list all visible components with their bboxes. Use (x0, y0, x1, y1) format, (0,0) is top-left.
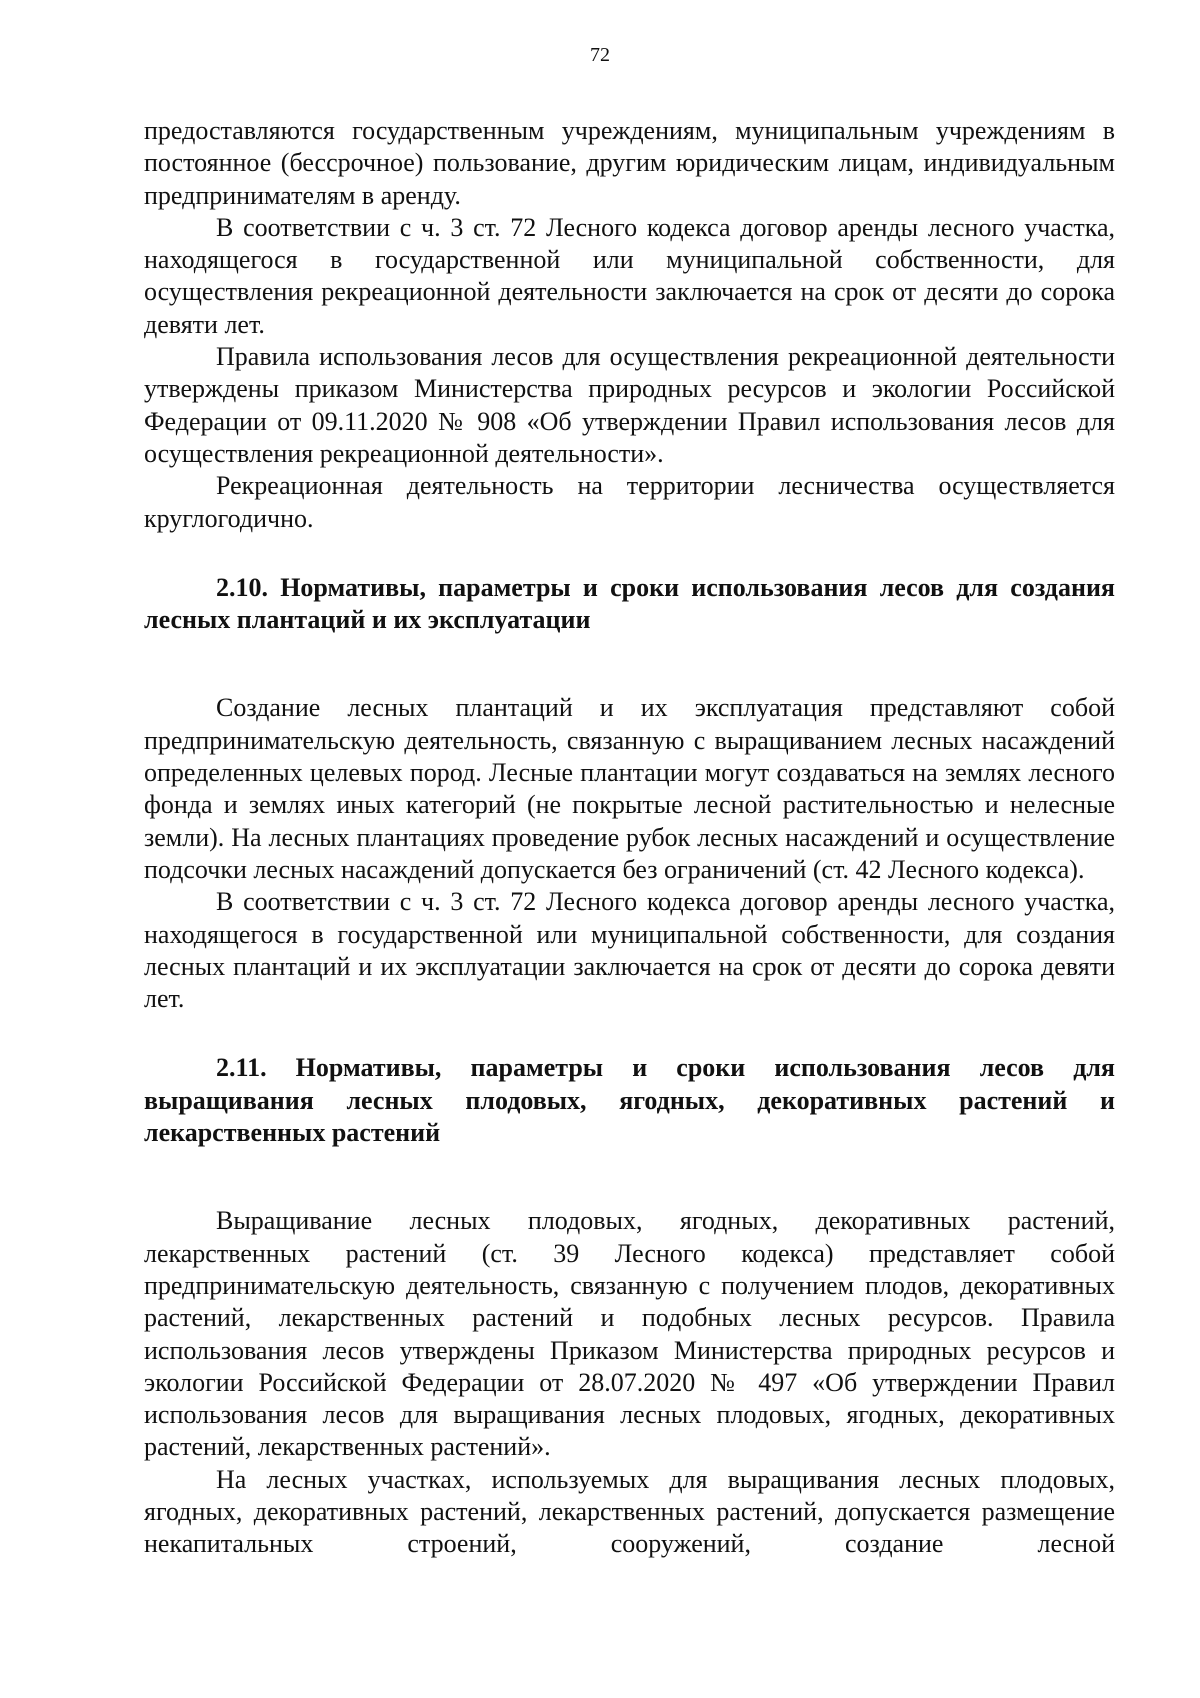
paragraph: Правила использования лесов для осуществления рекреационной деятельности утверждены приказом Министерства природных ресурсов и экологии Российской Федерации от 09.11.2020 № 908 «Об утверждении Правил использования лесов для осуществления рекреационной деятельности». (144, 342, 1115, 468)
spacer (144, 1015, 1115, 1052)
paragraph: предоставляются государственным учреждениям, муниципальным учреждениям в постоянное (бессрочное) пользование, другим юридическим лицам, индивидуальным предпринимателям в аренду. (144, 116, 1115, 210)
paragraph: Выращивание лесных плодовых, ягодных, декоративных растений, лекарственных растений (ст. 39 Лесного кодекса) представляет собой предпринимательскую деятельность, связанную с получением плодов, декоративных растений, лекарственных растений и подобных лесных ресурсов. Правила использования лесов утверждены Приказом Министерства природных ресурсов и экологии Российской Федерации от 28.07.2020 № 497 «Об утверждении Правил использования лесов для выращивания лесных плодовых, ягодных, декоративных растений, лекарственных растений». (144, 1206, 1115, 1462)
spacer (144, 1149, 1115, 1205)
document-body (144, 115, 1115, 1561)
paragraph: В соответствии с ч. 3 ст. 72 Лесного кодекса договор аренды лесного участка, находящегося в государственной или муниципальной собственности, для создания лесных плантаций и их эксплуатации заключается на срок от десяти до сорока девяти лет. (144, 887, 1115, 1014)
page-number: 72 (590, 44, 610, 66)
paragraph-last: На лесных участках, используемых для выращивания лесных плодовых, ягодных, декоративных растений, лекарственных растений, допускается размещение некапитальных строений, сооружений, создание лесной (144, 1464, 1115, 1559)
paragraph: Рекреационная деятельность на территории лесничества осуществляется круглогодично. (144, 471, 1115, 533)
section-heading-2-10: 2.10. Нормативы, параметры и сроки использования лесов для создания лесных плантаций и их эксплуатации (144, 572, 1115, 635)
paragraph: Создание лесных плантаций и их эксплуатация представляют собой предпринимательскую деятельность, связанную с выращиванием лесных насаждений определенных целевых пород. Лесные плантации могут создаваться на землях лесного фонда и землях иных категорий (не покрытые лесной растительностью и нелесные земли). На лесных плантациях проведение рубок лесных насаждений и осуществление подсочки лесных насаждений допускается без ограничений (ст. 42 Лесного кодекса). (144, 693, 1115, 884)
spacer (144, 535, 1115, 572)
paragraph: В соответствии с ч. 3 ст. 72 Лесного кодекса договор аренды лесного участка, находящегося в государственной или муниципальной собственности, для осуществления рекреационной деятельности заключается на срок от десяти до сорока девяти лет. (144, 212, 1115, 339)
spacer (144, 636, 1115, 692)
section-heading-2-11: 2.11. Нормативы, параметры и сроки использования лесов для выращивания лесных плодовых, ягодных, декоративных растений и лекарственных растений (144, 1053, 1115, 1148)
